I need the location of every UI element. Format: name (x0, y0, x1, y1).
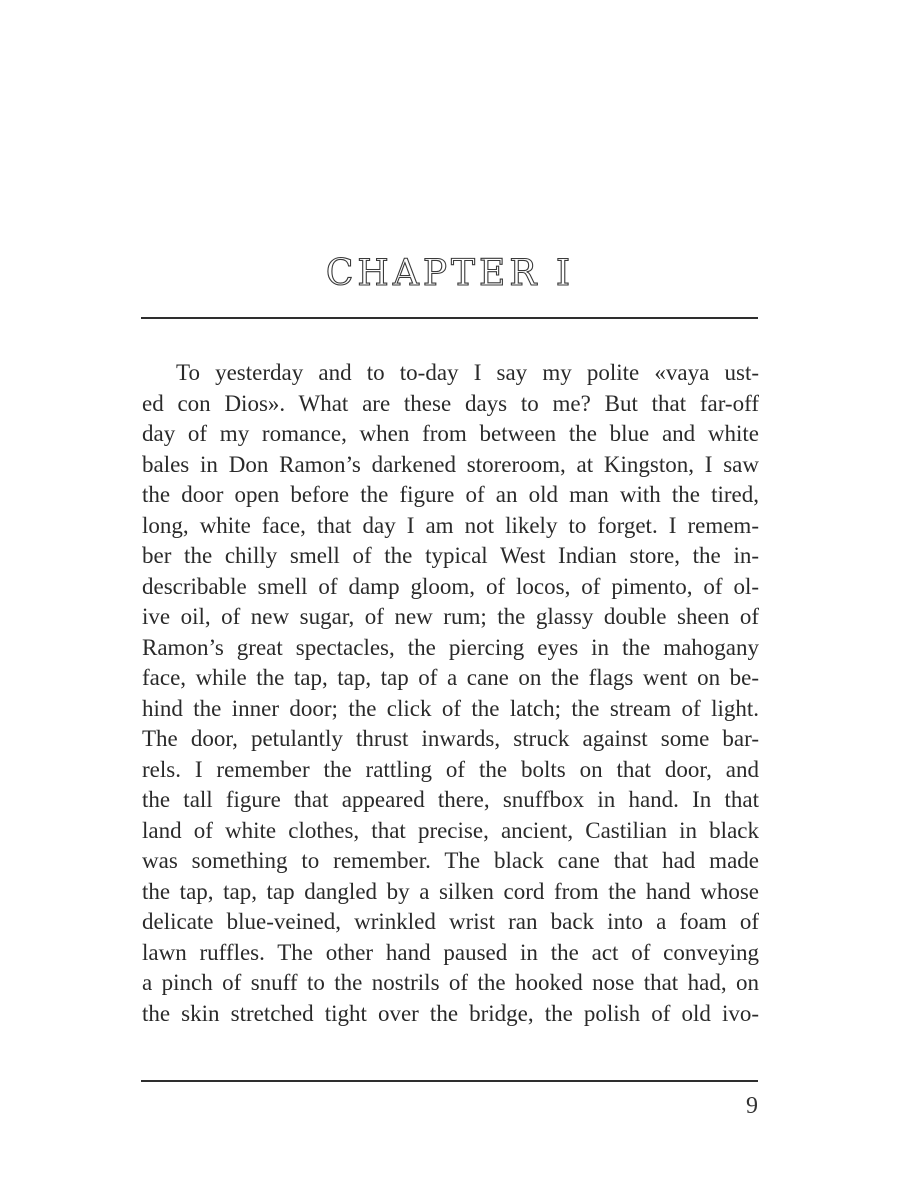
text-line: describable smell of damp gloom, of locos, of pimento, of ol- (142, 573, 759, 599)
bottom-divider (141, 1080, 758, 1082)
text-line: rels. I remember the rattling of the bolts on that door, and (142, 756, 759, 782)
text-line: hind the inner door; the click of the latch; the stream of light. (142, 695, 759, 721)
body-text (142, 358, 759, 1029)
chapter-title: CHAPTER I (325, 253, 575, 295)
text-line: land of white clothes, that precise, ancient, Castilian in black (142, 817, 759, 843)
text-line: the door open before the figure of an old man with the tired, (142, 482, 759, 507)
text-line: delicate blue-veined, wrinkled wrist ran back into a foam of (142, 909, 759, 934)
text-line: was something to remember. The black cane that had made (142, 848, 759, 873)
text-line: the skin stretched tight over the bridge, the polish of old ivo- (142, 1000, 759, 1026)
text-line: ed con Dios». What are these days to me? But that far-off (142, 390, 759, 416)
top-divider (141, 317, 758, 319)
page-number: 9 (746, 1093, 758, 1119)
text-line: the tall figure that appeared there, snuffbox in hand. In that (142, 787, 759, 812)
text-line: The door, petulantly thrust inwards, struck against some bar- (142, 726, 759, 751)
text-line: long, white face, that day I am not likely to forget. I remem- (142, 512, 759, 538)
text-line: face, while the tap, tap, tap of a cane on the flags went on be- (142, 665, 759, 690)
text-line: To yesterday and to to-day I say my polite «vaya ust- (176, 360, 759, 385)
text-line: lawn ruffles. The other hand paused in the act of conveying (142, 939, 759, 965)
text-line: a pinch of snuff to the nostrils of the hooked nose that had, on (142, 970, 759, 995)
text-line: bales in Don Ramon’s darkened storeroom, at Kingston, I saw (142, 451, 759, 477)
text-line: Ramon’s great spectacles, the piercing eyes in the mahogany (142, 634, 759, 660)
text-line: ber the chilly smell of the typical West Indian store, the in- (142, 543, 759, 568)
text-line: the tap, tap, tap dangled by a silken cord from the hand whose (142, 878, 759, 904)
text-line: ive oil, of new sugar, of new rum; the glassy double sheen of (142, 604, 759, 629)
text-line: day of my romance, when from between the blue and white (142, 421, 759, 446)
